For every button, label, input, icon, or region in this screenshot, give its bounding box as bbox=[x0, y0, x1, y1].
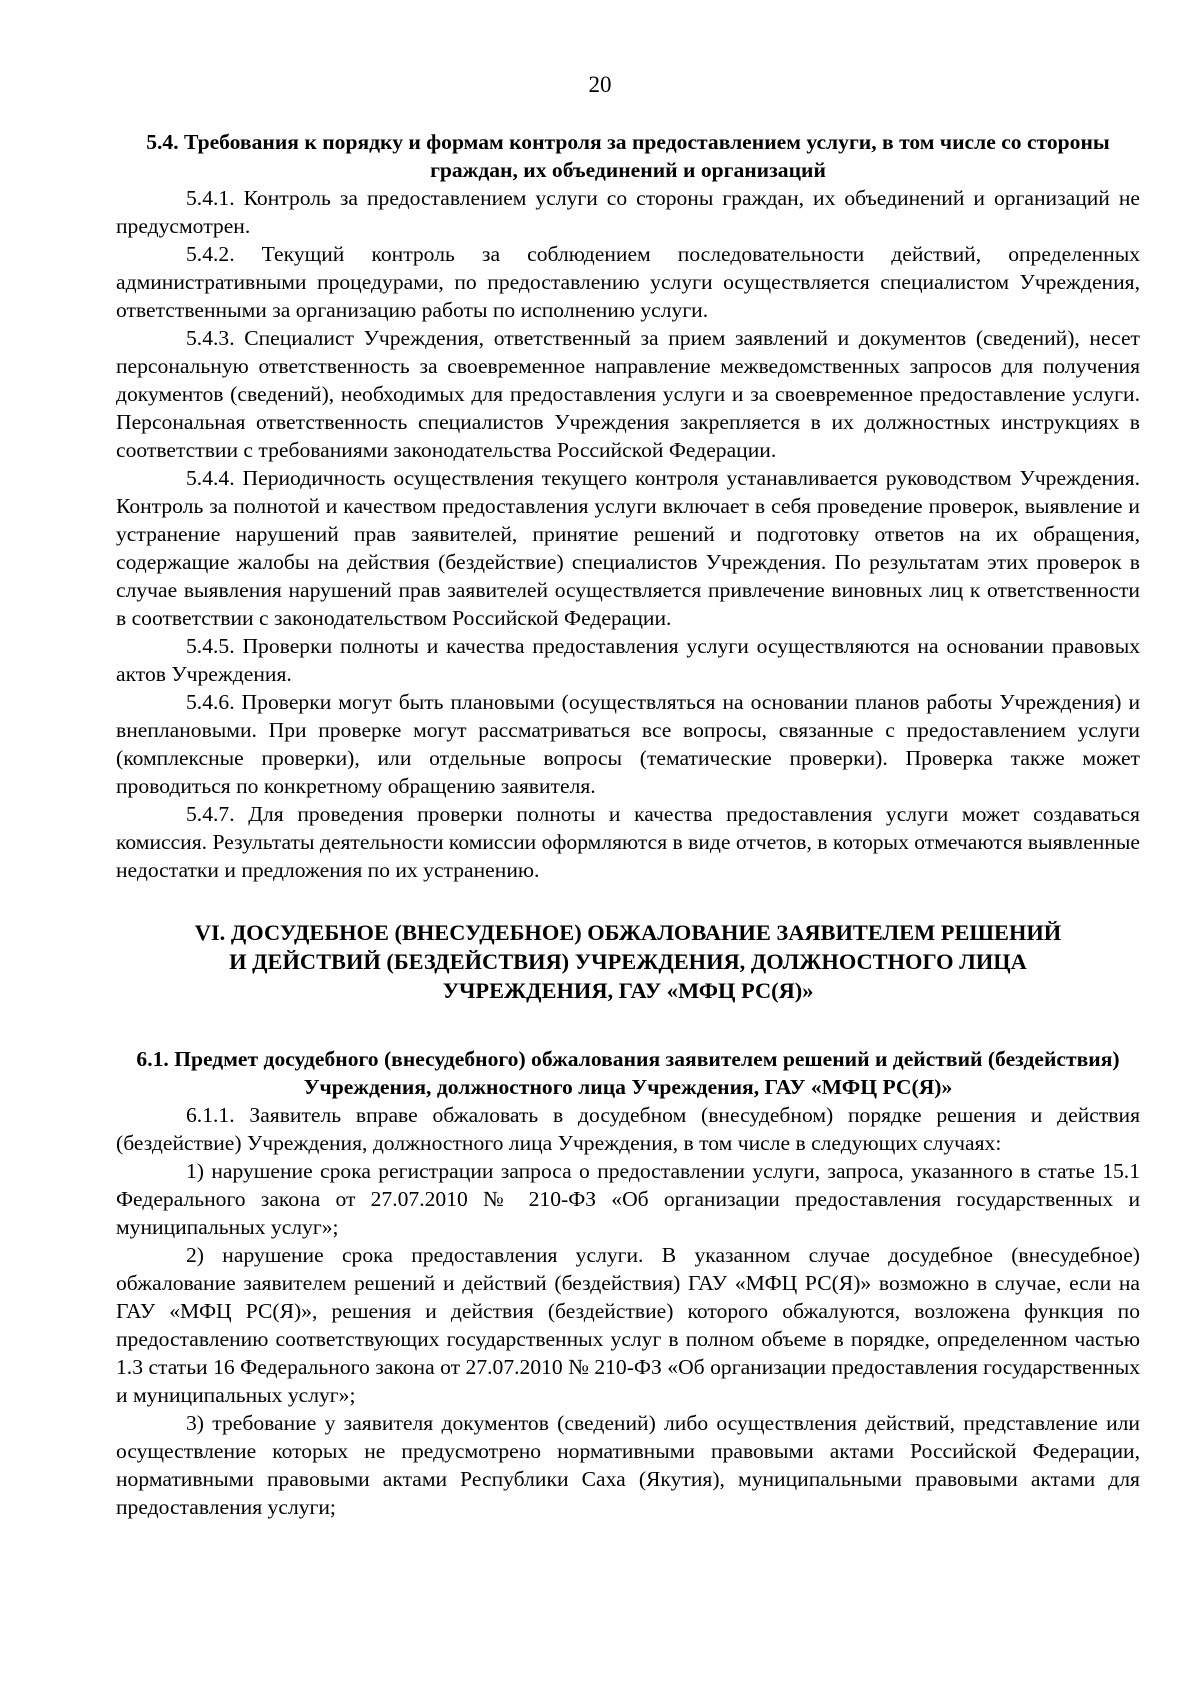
section-6-1-heading: 6.1. Предмет досудебного (внесудебного) обжалования заявителем решений и действий (бездействия) Учреждения, должностного лица Учреждения, ГАУ «МФЦ РС(Я)» bbox=[136, 1047, 1120, 1099]
paragraph-5-4-5: 5.4.5. Проверки полноты и качества предоставления услуги осуществляются на основании правовых актов Учреждения. bbox=[116, 634, 1140, 686]
chapter-6-heading-line-3: УЧРЕЖДЕНИЯ, ГАУ «МФЦ РС(Я)» bbox=[442, 978, 814, 1003]
paragraph-5-4-6: 5.4.6. Проверки могут быть плановыми (осуществляться на основании планов работы Учреждения) и внеплановыми. При проверке могут рассматриваться все вопросы, связанные с предоставлением услуги (комплексные проверки), или отдельные вопросы (тематические проверки). Проверка также может проводиться по конкретному обращению заявителя. bbox=[116, 690, 1140, 798]
paragraph-5-4-2: 5.4.2. Текущий контроль за соблюдением последовательности действий, определенных административными процедурами, по предоставлению услуги осуществляется специалистом Учреждения, ответственными за организацию работы по исполнению услуги. bbox=[116, 242, 1140, 322]
chapter-6-heading bbox=[116, 918, 1140, 1005]
page-number: 20 bbox=[588, 72, 612, 97]
chapter-6-heading-line-1: VI. ДОСУДЕБНОЕ (ВНЕСУДЕБНОЕ) ОБЖАЛОВАНИЕ ЗАЯВИТЕЛЕМ РЕШЕНИЙ bbox=[194, 920, 1062, 945]
paragraph-5-4-3: 5.4.3. Специалист Учреждения, ответственный за прием заявлений и документов (сведений), несет персональную ответственность за своевременное направление межведомственных запросов для получения документов (сведений), необходимых для предоставления услуги и за своевременное предоставление услуги. Персональная ответственность специалистов Учреждения закрепляется в их должностных инструкциях в соответствии с требованиями законодательства Российской Федерации. bbox=[116, 326, 1140, 462]
list-item-1: 1) нарушение срока регистрации запроса о предоставлении услуги, запроса, указанного в статье 15.1 Федерального закона от 27.07.2010 № 210-ФЗ «Об организации предоставления государственных и муниципальных услуг»; bbox=[116, 1159, 1140, 1239]
list-item-3: 3) требование у заявителя документов (сведений) либо осуществления действий, представление или осуществление которых не предусмотрено нормативными правовыми актами Российской Федерации, нормативными правовыми актами Республики Саха (Якутия), муниципальными правовыми актами для предоставления услуги; bbox=[116, 1411, 1140, 1519]
paragraph-5-4-7: 5.4.7. Для проведения проверки полноты и качества предоставления услуги может создаваться комиссия. Результаты деятельности комиссии оформляются в виде отчетов, в которых отмечаются выявленные недостатки и предложения по их устранению. bbox=[116, 802, 1140, 882]
paragraph-5-4-4: 5.4.4. Периодичность осуществления текущего контроля устанавливается руководством Учреждения. Контроль за полнотой и качеством предоставления услуги включает в себя проведение проверок, выявление и устранение нарушений прав заявителей, принятие решений и подготовку ответов на их обращения, содержащие жалобы на действия (бездействие) специалистов Учреждения. По результатам этих проверок в случае выявления нарушений прав заявителей осуществляется привлечение виновных лиц к ответственности в соответствии с законодательством Российской Федерации. bbox=[116, 466, 1140, 630]
page-content bbox=[116, 128, 1140, 1521]
list-item-2: 2) нарушение срока предоставления услуги. В указанном случае досудебное (внесудебное) обжалование заявителем решений и действий (бездействия) ГАУ «МФЦ РС(Я)» возможно в случае, если на ГАУ «МФЦ РС(Я)», решения и действия (бездействие) которого обжалуются, возложена функция по предоставлению соответствующих государственных услуг в полном объеме в порядке, определенном частью 1.3 статьи 16 Федерального закона от 27.07.2010 № 210-ФЗ «Об организации предоставления государственных и муниципальных услуг»; bbox=[116, 1243, 1140, 1407]
section-5-4-heading: 5.4. Требования к порядку и формам контроля за предоставлением услуги, в том числе со стороны граждан, их объединений и организаций bbox=[146, 130, 1110, 182]
paragraph-5-4-1: 5.4.1. Контроль за предоставлением услуги со стороны граждан, их объединений и организаций не предусмотрен. bbox=[116, 186, 1140, 238]
chapter-6-heading-line-2: И ДЕЙСТВИЙ (БЕЗДЕЙСТВИЯ) УЧРЕЖДЕНИЯ, ДОЛЖНОСТНОГО ЛИЦА bbox=[229, 949, 1027, 974]
paragraph-6-1-1: 6.1.1. Заявитель вправе обжаловать в досудебном (внесудебном) порядке решения и действия (бездействие) Учреждения, должностного лица Учреждения, в том числе в следующих случаях: bbox=[116, 1103, 1140, 1155]
